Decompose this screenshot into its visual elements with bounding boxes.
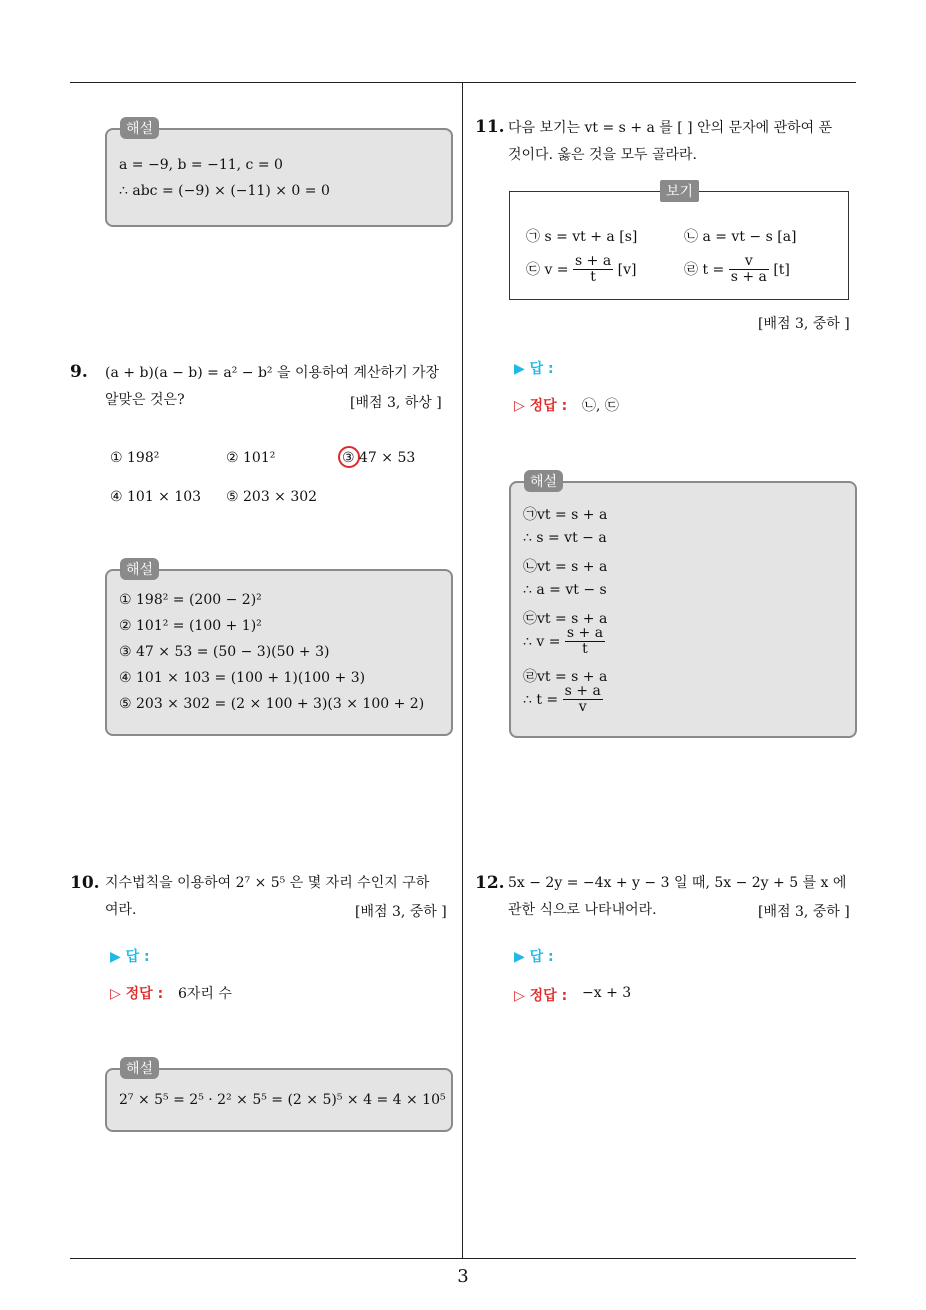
points-label: [배점 3, 중하 ] bbox=[758, 316, 850, 332]
solution-line bbox=[523, 684, 603, 716]
solution-line: ④ 101 × 103 = (100 + 1)(100 + 3) bbox=[119, 670, 366, 686]
solution-fraction-left: ∴ v = bbox=[523, 633, 561, 650]
option-4-right: [t] bbox=[773, 261, 790, 278]
correct-answer-label: ▷ 정답 : bbox=[110, 986, 164, 1002]
question-text: 알맞은 것은? bbox=[105, 392, 185, 408]
option-3-right: [v] bbox=[617, 261, 637, 278]
top-rule bbox=[70, 82, 856, 83]
bogi-box bbox=[509, 191, 849, 300]
solution-line: ∴ s = vt − a bbox=[523, 530, 607, 546]
question-number: 12. bbox=[475, 873, 505, 893]
q8-solution-box bbox=[105, 128, 453, 227]
option-3 bbox=[526, 254, 636, 286]
question-text: 관한 식으로 나타내어라. bbox=[508, 902, 657, 918]
option-3-left: ㉢ v = bbox=[526, 261, 569, 278]
solution-tag: 해설 bbox=[120, 558, 159, 580]
solution-tag: 해설 bbox=[120, 1057, 159, 1079]
fraction-numerator: s + a bbox=[575, 253, 612, 269]
points-label: [배점 3, 중하 ] bbox=[758, 904, 850, 920]
solution-line: ㉢vt = s + a bbox=[523, 611, 608, 627]
fraction bbox=[565, 626, 605, 658]
solution-line: ㉠vt = s + a bbox=[523, 507, 608, 523]
option-4 bbox=[684, 254, 790, 286]
question-text: 여라. bbox=[105, 902, 137, 918]
question-text: (a + b)(a − b) = a² − b² 을 이용하여 계산하기 가장 bbox=[105, 365, 440, 381]
choice-4[interactable]: ④ 101 × 103 bbox=[110, 489, 202, 505]
solution-line: ⑤ 203 × 302 = (2 × 100 + 3)(3 × 100 + 2) bbox=[119, 696, 425, 712]
option-2: ㉡ a = vt − s [a] bbox=[684, 229, 797, 245]
column-divider bbox=[462, 83, 463, 1258]
question-text: 지수법칙을 이용하여 2⁷ × 5⁵ 은 몇 자리 수인지 구하 bbox=[105, 875, 430, 891]
fraction-denominator: t bbox=[582, 641, 588, 658]
question-number: 10. bbox=[70, 873, 100, 893]
solution-line: ∴ a = vt − s bbox=[523, 582, 607, 598]
choice-5[interactable]: ⑤ 203 × 302 bbox=[226, 489, 318, 505]
fraction-numerator: v bbox=[729, 254, 769, 270]
solution-line: ② 101² = (100 + 1)² bbox=[119, 618, 262, 634]
solution-tag: 해설 bbox=[120, 117, 159, 139]
q10-solution-box bbox=[105, 1068, 453, 1132]
solution-line: ∴ abc = (−9) × (−11) × 0 = 0 bbox=[119, 183, 330, 199]
points-label: [배점 3, 중하 ] bbox=[355, 904, 447, 920]
correct-answer-value: 6자리 수 bbox=[178, 986, 232, 1002]
correct-answer-label: ▷ 정답 : bbox=[514, 398, 568, 414]
fraction bbox=[563, 684, 603, 716]
q9-solution-box bbox=[105, 569, 453, 736]
question-text: 5x − 2y = −4x + y − 3 일 때, 5x − 2y + 5 를 x 에 bbox=[508, 875, 847, 891]
choice-3[interactable]: ③ 47 × 53 bbox=[342, 450, 416, 466]
question-text: 것이다. 옳은 것을 모두 골라라. bbox=[508, 147, 697, 163]
answer-label: ▶ 답 : bbox=[514, 361, 554, 377]
choice-1[interactable]: ① 198² bbox=[110, 450, 160, 466]
solution-line: 2⁷ × 5⁵ = 2⁵ · 2² × 5⁵ = (2 × 5)⁵ × 4 = 4 × 10⁵ bbox=[119, 1092, 446, 1108]
correct-answer-value: ㉡, ㉢ bbox=[582, 398, 619, 414]
solution-fraction-left: ∴ t = bbox=[523, 691, 559, 708]
fraction-denominator: s + a bbox=[730, 269, 767, 286]
fraction bbox=[573, 254, 613, 286]
fraction-denominator: v bbox=[578, 699, 587, 716]
answer-label: ▶ 답 : bbox=[514, 949, 554, 965]
option-1: ㉠ s = vt + a [s] bbox=[526, 229, 638, 245]
bottom-rule bbox=[70, 1258, 856, 1259]
solution-line: ㉣vt = s + a bbox=[523, 669, 608, 685]
option-4-left: ㉣ t = bbox=[684, 261, 725, 278]
solution-line: ③ 47 × 53 = (50 − 3)(50 + 3) bbox=[119, 644, 330, 660]
correct-answer-value: −x + 3 bbox=[582, 985, 632, 1001]
solution-line bbox=[523, 626, 605, 658]
bogi-tag: 보기 bbox=[660, 180, 699, 202]
page-number: 3 bbox=[457, 1266, 469, 1287]
question-number: 11. bbox=[475, 117, 505, 137]
correct-answer-label: ▷ 정답 : bbox=[514, 988, 568, 1004]
fraction-denominator: t bbox=[590, 269, 596, 286]
fraction-numerator: s + a bbox=[564, 683, 601, 699]
question-text: 다음 보기는 vt = s + a 를 [ ] 안의 문자에 관하여 푼 bbox=[508, 120, 833, 136]
solution-line: ① 198² = (200 − 2)² bbox=[119, 592, 262, 608]
fraction bbox=[729, 254, 769, 286]
solution-line: ㉡vt = s + a bbox=[523, 559, 608, 575]
choice-2[interactable]: ② 101² bbox=[226, 450, 276, 466]
question-number: 9. bbox=[70, 362, 88, 382]
fraction-numerator: s + a bbox=[566, 625, 604, 641]
points-label: [배점 3, 하상 ] bbox=[350, 395, 442, 411]
answer-label: ▶ 답 : bbox=[110, 949, 150, 965]
solution-tag: 해설 bbox=[524, 470, 563, 492]
q11-solution-box bbox=[509, 481, 857, 738]
solution-line: a = −9, b = −11, c = 0 bbox=[119, 157, 283, 173]
